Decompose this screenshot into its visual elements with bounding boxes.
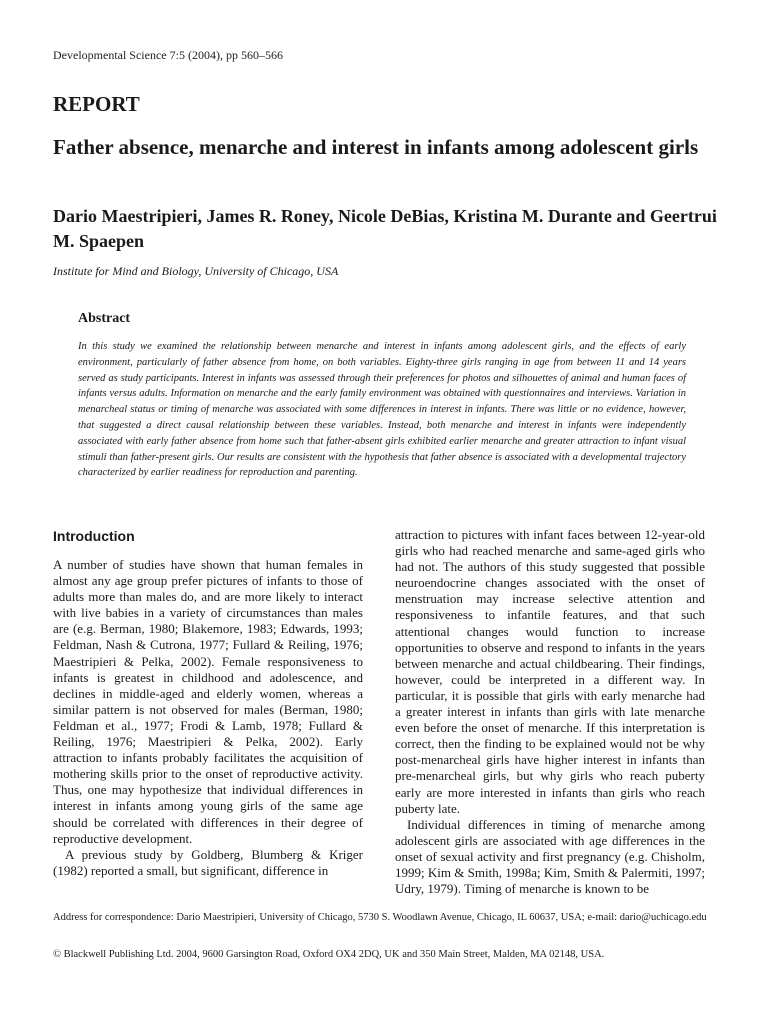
paragraph: A number of studies have shown that human females in almost any age group prefer pictures of infants to those of adults more than males do, and are more likely to interact with live babies in a variety of circumstances than males are (e.g. Berman, 1980; Blakemore, 1983; Edwards, 1993; Feldman, Nash & Cutrona, 1977; Fullard & Reiling, 1976; Maestripieri & Pelka, 2002). Female responsiveness to infants is greatest in childhood and adolescence, and declines in middle-aged and elderly women, whereas a similar pattern is not observed for males (Berman, 1980; Feldman et al., 1977; Frodi & Lamb, 1978; Fullard & Reiling, 1976; Maestripieri & Pelka, 2002). Early attraction to infants probably facilitates the acquisition of mothering skills prior to the onset of reproductive activity. Thus, one may hypothesize that individual differences in interest in infants among young girls of the same age should be correlated with differences in their degree of reproductive development. [53,557,363,846]
abstract-text: In this study we examined the relationship between menarche and interest in infants among adolescent girls, and the effects of early environment, particularly of father absence from home, on both variables. Eighty-three girls ranging in age from between 11 and 14 years served as study participants. Interest in infants was assessed through their preferences for photos and silhouettes of animal and human faces of infants versus adults. Information on menarche and the early family environment was obtained with questionnaires and interviews. Variation in menarcheal status or timing of menarche was associated with some differences in interest in infants. There was little or no evidence, however, that suggested a direct causal relationship between these variables. Instead, both menarche and interest in infants were independently associated with early father absence from home such that father-absent girls exhibited earlier menarche and greater attraction to infant visual stimuli than father-present girls. Our results are consistent with the hypothesis that father absence is associated with a developmental trajectory characterized by earlier readiness for reproduction and parenting. [78,341,686,479]
introduction-heading: Introduction [53,528,135,544]
paragraph: attraction to pictures with infant faces between 12-year-old girls who had reached menarche and same-aged girls who had not. The authors of this study suggested that possible neuroendocrine changes associated with the onset of menstruation may increase selective attention and responsiveness to infantile features, and that such attentional changes would function to increase opportunities to observe and respond to infants in the years between menarche and actual childbearing. Their findings, however, could be interpreted in a different way. In particular, it is possible that girls with early menarche had a greater interest in infants than girls with late menarche even before the onset of menarche. If this interpretation is correct, then the finding to be explained would not be why post-menarcheal girls have higher interest in infants than pre-menarcheal girls, but why girls who reach puberty early are more interested in infants than girls who reach puberty late. [395,527,705,816]
affiliation: Institute for Mind and Biology, University of Chicago, USA [53,264,339,278]
paragraph: Individual differences in timing of menarche among adolescent girls are associated with age differences in the onset of sexual activity and first pregnancy (e.g. Chisholm, 1999; Kim & Smith, 1998a; Kim, Smith & Palermiti, 1997; Udry, 1979). Timing of menarche is known to be [395,816,705,897]
left-column [53,527,363,879]
abstract-heading: Abstract [78,311,131,326]
copyright-line: © Blackwell Publishing Ltd. 2004, 9600 Garsington Road, Oxford OX4 2DQ, UK and 350 Main Street, Malden, MA 02148, USA. [53,949,605,960]
article-title: Father absence, menarche and interest in infants among adolescent girls [53,135,699,159]
right-column [395,527,705,897]
paragraph: A previous study by Goldberg, Blumberg & Kriger (1982) reported a small, but significant, difference in [53,846,363,878]
correspondence-note: Address for correspondence: Dario Maestripieri, University of Chicago, 5730 S. Woodlawn Avenue, Chicago, IL 60637, USA; e-mail: dario@uchicago.edu [53,912,707,923]
article-type-label: REPORT [53,92,140,116]
journal-citation: Developmental Science 7:5 (2004), pp 560–566 [53,48,283,62]
author-list: Dario Maestripieri, James R. Roney, Nicole DeBias, Kristina M. Durante and Geertrui M. Spaepen [53,206,717,251]
